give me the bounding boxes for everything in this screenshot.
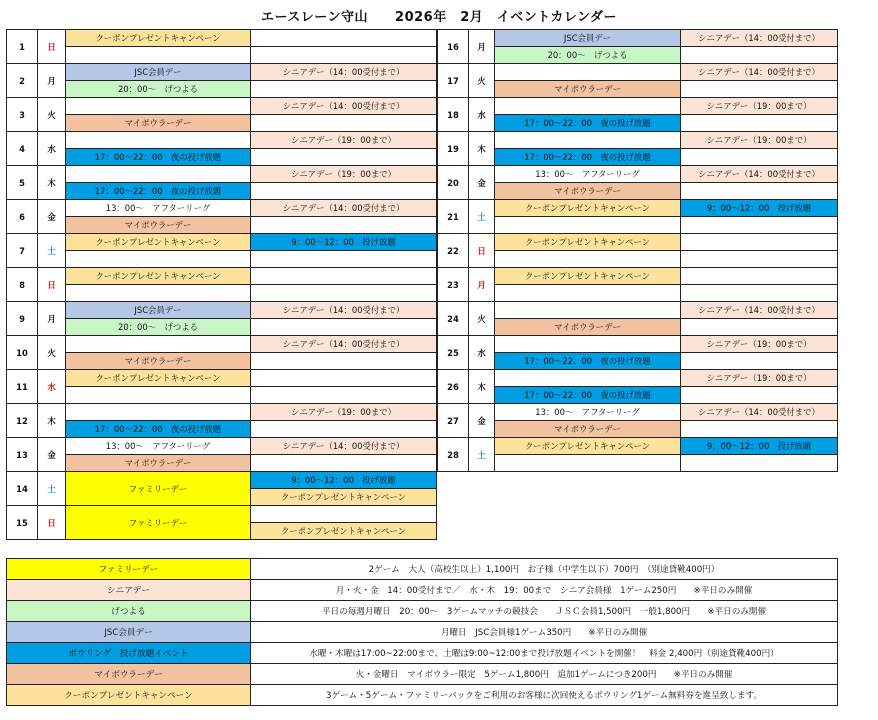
- empty-cell: [251, 421, 437, 438]
- empty-cell: [681, 251, 838, 268]
- event-night-bowling: 17：00～22：00 夜の投げ放題: [495, 387, 681, 404]
- empty-cell: [66, 251, 251, 268]
- event-senior: シニアデー（14：00受付まで）: [251, 302, 437, 319]
- day-row: [7, 438, 437, 455]
- day-row: [438, 234, 838, 251]
- empty-cell: [681, 234, 838, 251]
- legend-row: [7, 559, 838, 580]
- empty-cell: [681, 81, 838, 98]
- day-number: 27: [438, 404, 469, 438]
- event-night-bowling: 17：00～22：00 夜の投げ放題: [495, 115, 681, 132]
- event-after-league: 13：00～ アフターリーグ: [66, 200, 251, 217]
- event-mybowler: マイボウラーデー: [495, 81, 681, 98]
- weekday: 月: [38, 302, 66, 336]
- event-senior: シニアデー（14：00受付まで）: [251, 64, 437, 81]
- day-row: [438, 98, 838, 115]
- day-row: [7, 268, 437, 285]
- day-row: [438, 268, 838, 285]
- event-coupon: クーポンプレゼントキャンペーン: [66, 234, 251, 251]
- event-coupon: クーポンプレゼントキャンペーン: [495, 438, 681, 455]
- legend-description: 2ゲーム 大人（高校生以上）1,100円 お子様（中学生以下）700円 （別途貸靴400円）: [251, 559, 838, 580]
- event-coupon: クーポンプレゼントキャンペーン: [495, 234, 681, 251]
- empty-cell: [66, 132, 251, 149]
- weekday: 水: [38, 132, 66, 166]
- empty-cell: [66, 98, 251, 115]
- empty-cell: [251, 47, 437, 64]
- event-senior: シニアデー（14：00受付まで）: [681, 404, 838, 421]
- legend-row: [7, 580, 838, 601]
- legend-row: [7, 601, 838, 622]
- day-number: 21: [438, 200, 469, 234]
- empty-cell: [251, 285, 437, 302]
- empty-cell: [681, 217, 838, 234]
- event-mybowler: マイボウラーデー: [495, 421, 681, 438]
- event-senior: シニアデー（14：00受付まで）: [251, 200, 437, 217]
- event-senior: シニアデー（19：00まで）: [251, 404, 437, 421]
- legend-name: JSC会員デー: [7, 622, 251, 643]
- day-row: [438, 302, 838, 319]
- day-row: [7, 200, 437, 217]
- calendar-right: [437, 29, 838, 472]
- event-senior: シニアデー（14：00受付まで）: [251, 336, 437, 353]
- empty-cell: [495, 455, 681, 472]
- empty-cell: [681, 387, 838, 404]
- event-mybowler: マイボウラーデー: [495, 183, 681, 200]
- empty-cell: [495, 132, 681, 149]
- empty-cell: [251, 251, 437, 268]
- empty-cell: [251, 217, 437, 234]
- day-number: 14: [7, 472, 38, 506]
- day-number: 8: [7, 268, 38, 302]
- weekday: 火: [469, 64, 495, 98]
- calendar-left: [6, 29, 437, 540]
- empty-cell: [681, 353, 838, 370]
- empty-cell: [495, 98, 681, 115]
- event-morning-bowling: 9：00～12：00 投げ放題: [681, 200, 838, 217]
- weekday: 水: [469, 336, 495, 370]
- day-row: [7, 98, 437, 115]
- empty-cell: [251, 149, 437, 166]
- empty-cell: [251, 183, 437, 200]
- empty-cell: [681, 285, 838, 302]
- empty-cell: [495, 251, 681, 268]
- empty-cell: [251, 455, 437, 472]
- day-row: [438, 30, 838, 47]
- day-number: 10: [7, 336, 38, 370]
- event-family: ファミリーデー: [66, 506, 251, 540]
- event-senior: シニアデー（14：00受付まで）: [681, 30, 838, 47]
- weekday: 木: [469, 370, 495, 404]
- empty-cell: [681, 421, 838, 438]
- legend-name: マイボウラーデー: [7, 664, 251, 685]
- event-morning-bowling: 9：00～12：00 投げ放題: [251, 234, 437, 251]
- weekday: 木: [38, 404, 66, 438]
- day-row: [7, 166, 437, 183]
- event-night-bowling: 17：00～22：00 夜の投げ放題: [495, 149, 681, 166]
- weekday: 月: [469, 30, 495, 64]
- page-title: エースレーン守山 2026年 2月 イベントカレンダー: [260, 10, 618, 25]
- day-number: 18: [438, 98, 469, 132]
- empty-cell: [251, 81, 437, 98]
- event-senior: シニアデー（14：00受付まで）: [681, 166, 838, 183]
- day-number: 23: [438, 268, 469, 302]
- weekday: 月: [38, 64, 66, 98]
- event-morning-bowling: 9：00～12：00 投げ放題: [681, 438, 838, 455]
- weekday: 日: [38, 268, 66, 302]
- day-number: 5: [7, 166, 38, 200]
- weekday: 土: [38, 234, 66, 268]
- empty-cell: [251, 30, 437, 47]
- empty-cell: [681, 149, 838, 166]
- day-row: [7, 64, 437, 81]
- event-senior: シニアデー（19：00まで）: [681, 98, 838, 115]
- day-number: 11: [7, 370, 38, 404]
- event-night-bowling: 17：00～22：00 夜の投げ放題: [66, 421, 251, 438]
- event-after-league: 13：00～ アフターリーグ: [495, 404, 681, 421]
- weekday: 火: [38, 98, 66, 132]
- legend-name: シニアデー: [7, 580, 251, 601]
- empty-cell: [251, 506, 437, 523]
- event-morning-bowling: 9：00～12：00 投げ放題: [251, 472, 437, 489]
- event-mybowler: マイボウラーデー: [66, 353, 251, 370]
- event-jsc: JSC会員デー: [495, 30, 681, 47]
- event-after-league: 13：00～ アフターリーグ: [66, 438, 251, 455]
- day-row: [438, 370, 838, 387]
- legend-description: 月・火・金 14：00受付まで／ 水・木 19：00まで シニア会員様 1ゲーム250円 ※平日のみ開催: [251, 580, 838, 601]
- day-row: [7, 302, 437, 319]
- day-row: [7, 370, 437, 387]
- day-row: [438, 166, 838, 183]
- event-jsc: JSC会員デー: [66, 64, 251, 81]
- weekday: 金: [38, 200, 66, 234]
- day-row: [7, 132, 437, 149]
- empty-cell: [495, 302, 681, 319]
- day-number: 13: [7, 438, 38, 472]
- event-getsuyoru: 20：00～ げつよる: [66, 81, 251, 98]
- legend-row: [7, 685, 838, 706]
- event-mybowler: マイボウラーデー: [495, 319, 681, 336]
- empty-cell: [495, 64, 681, 81]
- day-row: [7, 404, 437, 421]
- day-row: [7, 472, 437, 489]
- weekday: 日: [38, 506, 66, 540]
- empty-cell: [681, 115, 838, 132]
- day-number: 9: [7, 302, 38, 336]
- empty-cell: [251, 319, 437, 336]
- day-number: 25: [438, 336, 469, 370]
- day-number: 3: [7, 98, 38, 132]
- weekday: 金: [38, 438, 66, 472]
- legend-name: ボウリング 投げ放題イベント: [7, 643, 251, 664]
- day-number: 6: [7, 200, 38, 234]
- legend-description: 3ゲーム・5ゲーム・ファミリーパックをご利用のお客様に次回使えるボウリング1ゲーム無料券を進呈致します。: [251, 685, 838, 706]
- day-row: [7, 336, 437, 353]
- event-coupon: クーポンプレゼントキャンペーン: [251, 523, 437, 540]
- empty-cell: [66, 387, 251, 404]
- weekday: 日: [38, 30, 66, 64]
- weekday: 日: [469, 234, 495, 268]
- legend-name: ファミリーデー: [7, 559, 251, 580]
- day-number: 15: [7, 506, 38, 540]
- event-family: ファミリーデー: [66, 472, 251, 506]
- day-number: 4: [7, 132, 38, 166]
- event-mybowler: マイボウラーデー: [66, 217, 251, 234]
- empty-cell: [251, 115, 437, 132]
- empty-cell: [495, 285, 681, 302]
- day-number: 24: [438, 302, 469, 336]
- empty-cell: [66, 47, 251, 64]
- event-getsuyoru: 20：00～ げつよる: [495, 47, 681, 64]
- day-row: [7, 30, 437, 47]
- day-number: 2: [7, 64, 38, 98]
- empty-cell: [251, 370, 437, 387]
- legend-description: 水曜・木曜は17:00~22:00まで、土曜は9:00~12:00まで投げ放題イベントを開催！ 料金 2,400円（別途貸靴400円）: [251, 643, 838, 664]
- empty-cell: [66, 404, 251, 421]
- event-getsuyoru: 20：00～ げつよる: [66, 319, 251, 336]
- event-coupon: クーポンプレゼントキャンペーン: [495, 200, 681, 217]
- event-senior: シニアデー（19：00まで）: [251, 166, 437, 183]
- event-night-bowling: 17：00～22：00 夜の投げ放題: [66, 149, 251, 166]
- event-senior: シニアデー（19：00まで）: [681, 132, 838, 149]
- empty-cell: [681, 47, 838, 64]
- event-coupon: クーポンプレゼントキャンペーン: [66, 268, 251, 285]
- day-row: [7, 506, 437, 523]
- event-jsc: JSC会員デー: [66, 302, 251, 319]
- weekday: 土: [469, 200, 495, 234]
- day-row: [438, 404, 838, 421]
- day-number: 28: [438, 438, 469, 472]
- event-night-bowling: 17：00～22：00 夜の投げ放題: [495, 353, 681, 370]
- event-mybowler: マイボウラーデー: [66, 455, 251, 472]
- event-legend: [6, 558, 838, 706]
- empty-cell: [251, 268, 437, 285]
- day-number: 22: [438, 234, 469, 268]
- legend-description: 平日の毎週月曜日 20：00～ 3ゲームマッチの競技会 ＪＳＣ会員1,500円 一般1,800円 ※平日のみ開催: [251, 601, 838, 622]
- legend-name: げつよる: [7, 601, 251, 622]
- event-senior: シニアデー（14：00受付まで）: [251, 438, 437, 455]
- legend-row: [7, 664, 838, 685]
- empty-cell: [251, 387, 437, 404]
- empty-cell: [495, 336, 681, 353]
- event-coupon: クーポンプレゼントキャンペーン: [66, 30, 251, 47]
- event-after-league: 13：00～ アフターリーグ: [495, 166, 681, 183]
- event-senior: シニアデー（14：00受付まで）: [251, 98, 437, 115]
- event-coupon: クーポンプレゼントキャンペーン: [495, 268, 681, 285]
- day-number: 19: [438, 132, 469, 166]
- empty-cell: [681, 268, 838, 285]
- day-row: [438, 200, 838, 217]
- weekday: 水: [469, 98, 495, 132]
- day-row: [438, 64, 838, 81]
- day-number: 20: [438, 166, 469, 200]
- weekday: 火: [469, 302, 495, 336]
- legend-row: [7, 643, 838, 664]
- empty-cell: [66, 336, 251, 353]
- legend-name: クーポンプレゼントキャンペーン: [7, 685, 251, 706]
- day-number: 26: [438, 370, 469, 404]
- day-number: 12: [7, 404, 38, 438]
- event-senior: シニアデー（14：00受付まで）: [681, 302, 838, 319]
- empty-cell: [495, 217, 681, 234]
- legend-row: [7, 622, 838, 643]
- event-senior: シニアデー（19：00まで）: [681, 336, 838, 353]
- legend-description: 月曜日 JSC会員様1ゲーム350円 ※平日のみ開催: [251, 622, 838, 643]
- day-row: [438, 438, 838, 455]
- event-senior: シニアデー（19：00まで）: [681, 370, 838, 387]
- event-mybowler: マイボウラーデー: [66, 115, 251, 132]
- empty-cell: [251, 353, 437, 370]
- weekday: 金: [469, 404, 495, 438]
- weekday: 木: [469, 132, 495, 166]
- day-number: 16: [438, 30, 469, 64]
- weekday: 火: [38, 336, 66, 370]
- event-coupon: クーポンプレゼントキャンペーン: [251, 489, 437, 506]
- empty-cell: [66, 285, 251, 302]
- weekday: 土: [38, 472, 66, 506]
- event-night-bowling: 17：00～22：00 夜の投げ放題: [66, 183, 251, 200]
- event-senior: シニアデー（14：00受付まで）: [681, 64, 838, 81]
- day-number: 17: [438, 64, 469, 98]
- day-row: [438, 336, 838, 353]
- day-row: [438, 132, 838, 149]
- empty-cell: [495, 370, 681, 387]
- day-number: 7: [7, 234, 38, 268]
- weekday: 月: [469, 268, 495, 302]
- event-senior: シニアデー（19：00まで）: [251, 132, 437, 149]
- empty-cell: [681, 183, 838, 200]
- weekday: 金: [469, 166, 495, 200]
- day-number: 1: [7, 30, 38, 64]
- empty-cell: [681, 319, 838, 336]
- legend-description: 火・金曜日 マイボウラー限定 5ゲーム1,800円 追加1ゲームにつき200円 ※平日のみ開催: [251, 664, 838, 685]
- weekday: 水: [38, 370, 66, 404]
- empty-cell: [66, 166, 251, 183]
- day-row: [7, 234, 437, 251]
- weekday: 土: [469, 438, 495, 472]
- empty-cell: [681, 455, 838, 472]
- event-coupon: クーポンプレゼントキャンペーン: [66, 370, 251, 387]
- weekday: 木: [38, 166, 66, 200]
